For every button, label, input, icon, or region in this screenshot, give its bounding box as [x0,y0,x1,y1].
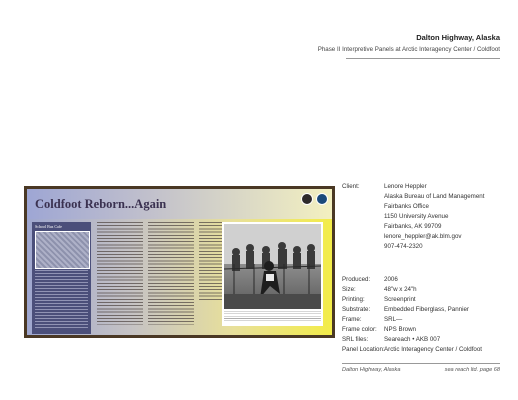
client-line: Lenore Heppler [384,183,427,190]
spec-value: Seareach • AKB 007 [384,336,441,343]
client-email: lenore_heppler@ak.blm.gov [384,233,462,240]
sidebar-heading: School Bus Cafe [35,224,62,229]
panel-sidebar [32,222,91,334]
spec-label: Printing: [342,296,365,303]
spec-value: 48"w x 24"h [384,286,417,293]
panel-text-column [148,222,194,325]
client-label: Client: [342,183,360,190]
footer-page-number: sea reach ltd. page 68 [444,367,500,373]
spec-value: Embedded Fiberglass, Pannier [384,306,469,313]
client-line: Alaska Bureau of Land Management [384,193,485,200]
spec-value: Screenprint [384,296,416,303]
client-line: 1150 University Avenue [384,213,449,220]
panel-text-column [97,222,143,325]
spec-value: NPS Brown [384,326,416,333]
spec-label: SRL files: [342,336,369,343]
client-line: Fairbanks Office [384,203,429,210]
header-divider [346,58,500,59]
historic-photo [224,224,321,309]
spec-label: Frame color: [342,326,377,333]
spec-label: Frame: [342,316,362,323]
panel-logos [301,193,328,205]
panel-title: Coldfoot Reborn...Again [35,197,167,211]
spec-label: Produced: [342,276,371,283]
client-phone: 907-474-2320 [384,243,423,250]
agency-logo-icon [301,193,313,205]
interpretive-panel-image [24,186,335,338]
spec-label: Substrate: [342,306,371,313]
footer-divider [342,363,500,364]
agency-seal-icon [316,193,328,205]
panel-artwork [27,189,332,335]
client-line: Fairbanks, AK 99709 [384,223,442,230]
sidebar-text-block [35,270,88,330]
sidebar-photo [35,231,90,269]
spec-label: Panel Location: [342,346,385,353]
spec-label: Size: [342,286,356,293]
spec-value: 2006 [384,276,398,283]
page-subtitle: Phase II Interpretive Panels at Arctic Interagency Center / Coldfoot [317,46,500,53]
panel-main-photo [222,222,323,326]
spec-value: SRL— [384,316,403,323]
footer-project-name: Dalton Highway, Alaska [342,367,401,373]
photo-caption [224,311,321,323]
page-title: Dalton Highway, Alaska [416,33,500,42]
spec-value: Arctic Interagency Center / Coldfoot [384,346,483,353]
